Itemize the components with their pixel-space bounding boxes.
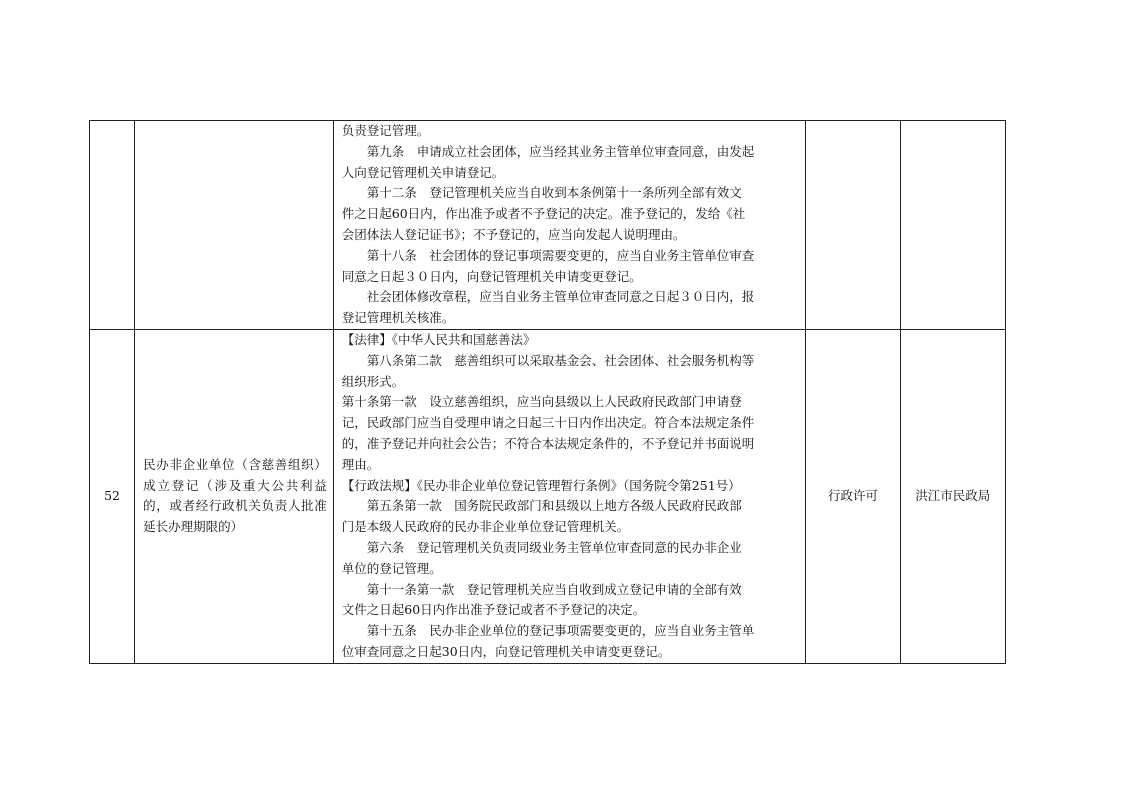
number-cell [90, 329, 135, 663]
item-name: 民办非企业单位（含慈善组织）成立登记（涉及重大公共利益的，或者经行政机关负责人批准延长办理期限的） [143, 456, 327, 535]
basis-line: 第五条第一款 国务院民政部门和县级以上地方各级人民政府民政部 [366, 498, 742, 514]
basis-line: 位审查同意之日起30日内，向登记管理机关申请变更登记。 [341, 643, 671, 659]
table-row-continued [90, 121, 1006, 330]
basis-line: 第十五条 民办非企业单位的登记事项需要变更的，应当自业务主管单 [366, 623, 755, 639]
basis-line: 【行政法规】《民办非企业单位登记管理暂行条例》（国务院令第251号） [341, 477, 741, 493]
item-name-cell [135, 121, 334, 330]
item-number: 52 [104, 488, 121, 504]
basis-line: 社会团体修改章程，应当自业务主管单位审查同意之日起３０日内，报 [366, 289, 755, 305]
department-cell [900, 329, 1005, 663]
basis-line: 的，准予登记并向社会公告；不符合本法规定条件的，不予登记并书面说明 [341, 435, 755, 451]
item-name-cell [135, 329, 334, 663]
basis-line: 记，民政部门应当自受理申请之日起三十日内作出决定。符合本法规定条件 [341, 415, 755, 431]
basis-line: 登记管理机关核准。 [341, 310, 455, 326]
basis-line: 理由。 [341, 456, 380, 472]
basis-line: 会团体法人登记证书》；不予登记的，应当向发起人说明理由。 [341, 226, 686, 242]
basis-line: 第六条 登记管理机关负责同级业务主管单位审查同意的民办非企业 [366, 539, 742, 555]
basis-line: 第十条第一款 设立慈善组织，应当向县级以上人民政府民政部门申请登 [341, 394, 742, 410]
legal-basis-cell [333, 329, 806, 663]
basis-line: 件之日起60日内，作出准予或者不予登记的决定。准予登记的，发给《社 [341, 206, 746, 222]
item-type-cell [806, 329, 900, 663]
table-row-52 [90, 329, 1006, 663]
basis-line: 第八条第二款 慈善组织可以采取基金会、社会团体、社会服务机构等 [366, 352, 755, 368]
basis-line: 第十八条 社会团体的登记事项需要变更的，应当自业务主管单位审查 [366, 247, 755, 263]
basis-line: 负责登记管理。 [341, 123, 430, 138]
basis-line: 同意之日起３０日内，向登记管理机关申请变更登记。 [341, 268, 642, 284]
regulation-table [89, 120, 1006, 664]
basis-line: 【法律】《中华人民共和国慈善法》 [341, 331, 536, 347]
item-type-cell [806, 121, 900, 330]
basis-line: 文件之日起60日内作出准予登记或者不予登记的决定。 [341, 602, 646, 618]
basis-line: 第十一条第一款 登记管理机关应当自收到成立登记申请的全部有效 [366, 581, 742, 597]
basis-line: 组织形式。 [341, 373, 405, 389]
legal-basis-cell [333, 121, 806, 330]
department-name: 洪江市民政局 [915, 488, 991, 504]
basis-line: 人向登记管理机关申请登记。 [341, 164, 505, 180]
basis-line: 第十二条 登记管理机关应当自收到本条例第十一条所列全部有效文 [366, 185, 742, 201]
item-type: 行政许可 [827, 488, 878, 504]
number-cell [90, 121, 135, 330]
department-cell [900, 121, 1005, 330]
legal-basis-text [334, 330, 806, 663]
basis-line: 单位的登记管理。 [341, 560, 442, 576]
legal-basis-text [334, 121, 806, 329]
basis-line: 第九条 申请成立社会团体，应当经其业务主管单位审查同意，由发起 [366, 143, 755, 159]
basis-line: 门是本级人民政府的民办非企业单位登记管理机关。 [341, 519, 630, 535]
